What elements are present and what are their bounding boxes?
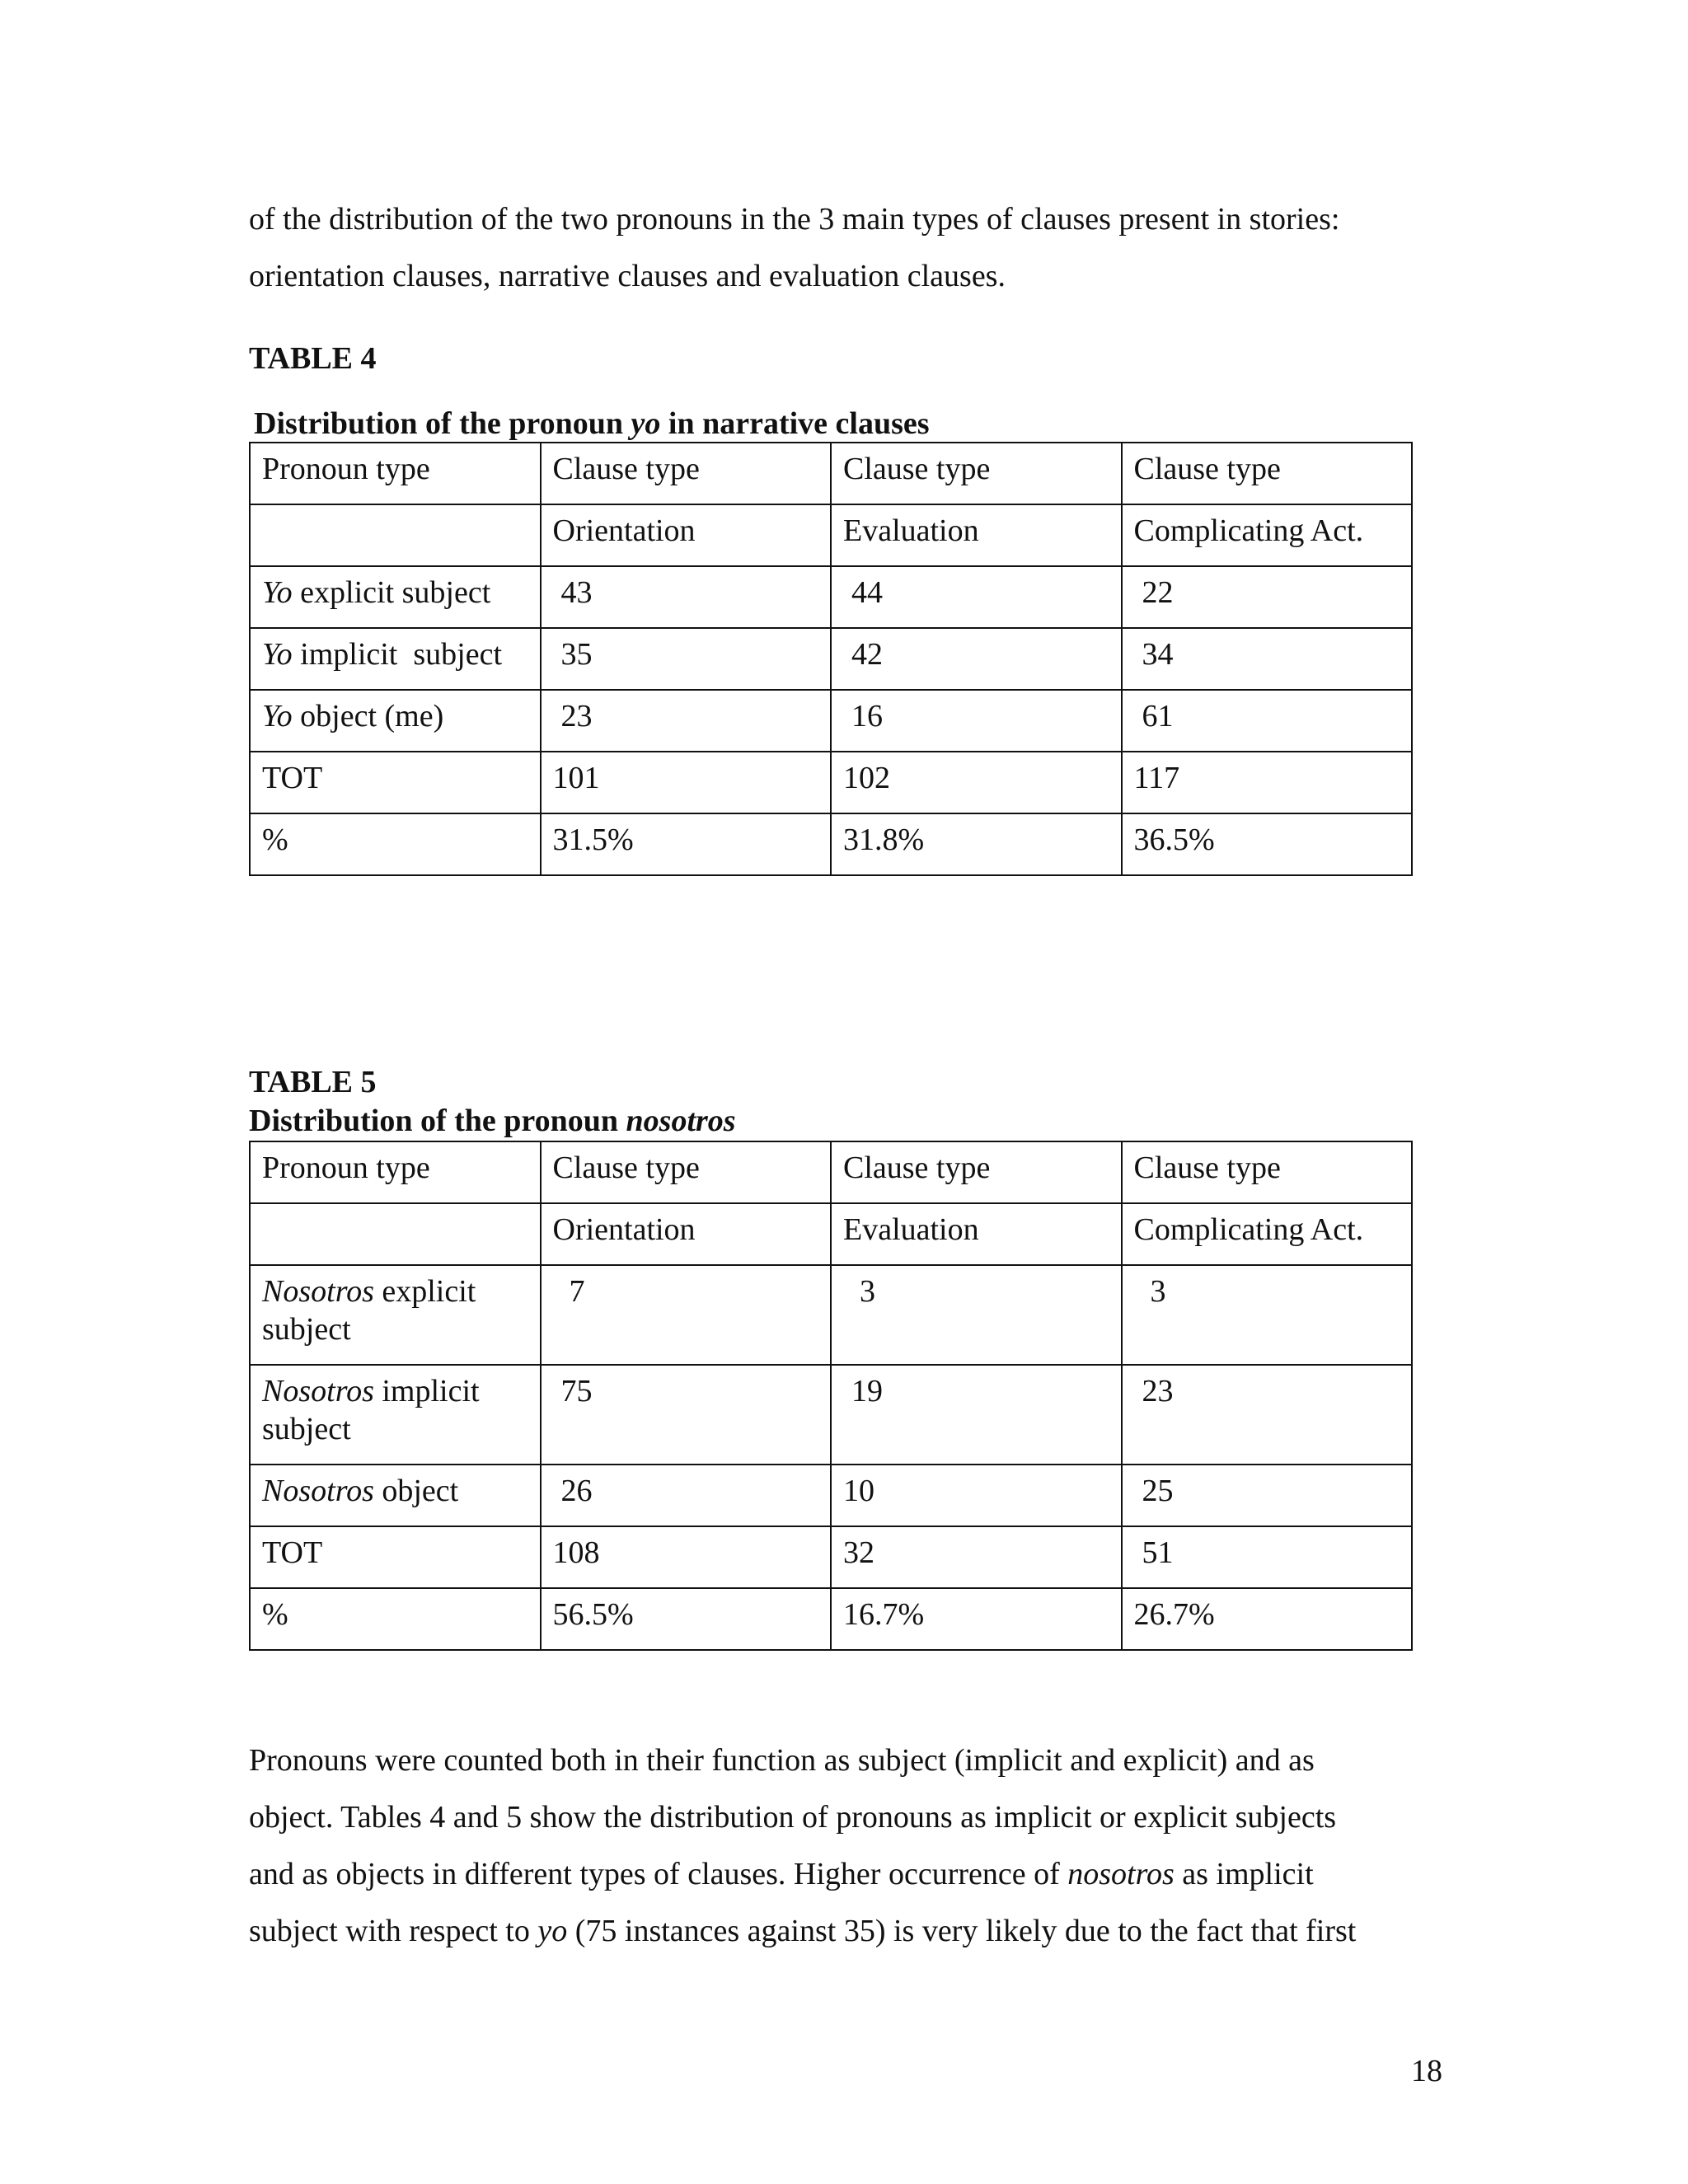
row-label-rest: explicit subject	[292, 575, 491, 610]
table4-header-cell: Clause type	[831, 443, 1122, 504]
table-cell: 42	[831, 628, 1122, 690]
closing-line-4	[249, 1903, 1444, 1960]
table-cell: 32	[831, 1526, 1122, 1588]
table-cell: 25	[1122, 1465, 1413, 1526]
page-number: 18	[1411, 2054, 1442, 2088]
table5-header-cell: Pronoun type	[250, 1141, 541, 1203]
table5-total-row	[250, 1526, 1412, 1588]
table-cell: 61	[1122, 690, 1413, 752]
table-row	[250, 1365, 1412, 1465]
table5	[249, 1141, 1413, 1651]
table5-subheader-cell: Complicating Act.	[1122, 1203, 1413, 1265]
table-cell: 22	[1122, 566, 1413, 628]
table4-subheader-cell: Evaluation	[831, 504, 1122, 566]
table4-percent-row	[250, 813, 1412, 875]
table4-header-cell: Clause type	[541, 443, 832, 504]
row-label-rest: implicit	[373, 1374, 480, 1408]
row-label: %	[250, 1588, 541, 1650]
table-row	[250, 1465, 1412, 1526]
row-label-line2: subject	[262, 1312, 351, 1347]
closing-line-2: object. Tables 4 and 5 show the distribution of pronouns as implicit or explicit subjects	[249, 1800, 1337, 1835]
table-cell: 108	[541, 1526, 832, 1588]
row-label	[250, 566, 541, 628]
closing-line-4-post: (75 instances against 35) is very likely due to the fact that first	[567, 1914, 1357, 1948]
table-cell: 44	[831, 566, 1122, 628]
row-label-rest: implicit subject	[292, 637, 503, 672]
closing-line-3-pre: and as objects in different types of clauses. Higher occurrence of	[249, 1857, 1068, 1891]
table4-total-row	[250, 752, 1412, 813]
row-label	[250, 690, 541, 752]
table4	[249, 442, 1413, 876]
row-label	[250, 1465, 541, 1526]
table-cell: 10	[831, 1465, 1122, 1526]
row-label-rest: explicit	[373, 1274, 476, 1309]
intro-paragraph	[249, 191, 1444, 305]
closing-line-3	[249, 1846, 1444, 1903]
table-cell: 75	[541, 1365, 832, 1465]
table-cell: 34	[1122, 628, 1413, 690]
table-cell: 101	[541, 752, 832, 813]
table5-header-cell: Clause type	[831, 1141, 1122, 1203]
row-label	[250, 1265, 541, 1365]
table-cell: 56.5%	[541, 1588, 832, 1650]
row-label-pronoun: Yo	[262, 699, 293, 733]
table5-header-row	[250, 1141, 1412, 1203]
table-cell: 31.8%	[831, 813, 1122, 875]
table5-caption	[249, 1101, 736, 1141]
row-label-pronoun: Nosotros	[262, 1374, 374, 1408]
table4-caption-pronoun: yo	[631, 406, 661, 441]
intro-line-1: of the distribution of the two pronouns in the 3 main types of clauses present in stories:	[249, 202, 1340, 237]
table4-subheader-row	[250, 504, 1412, 566]
table-row	[250, 1265, 1412, 1365]
closing-line-4-pre: subject with respect to	[249, 1914, 538, 1948]
table-cell: 31.5%	[541, 813, 832, 875]
table4-caption	[254, 404, 930, 443]
row-label: %	[250, 813, 541, 875]
table4-header-cell: Clause type	[1122, 443, 1413, 504]
row-label-rest: object	[373, 1474, 459, 1508]
row-label: TOT	[250, 752, 541, 813]
row-label	[250, 1365, 541, 1465]
table4-caption-post: in narrative clauses	[660, 406, 930, 441]
row-label-rest: object (me)	[292, 699, 444, 733]
table5-caption-pre: Distribution of the pronoun	[249, 1104, 626, 1138]
table5-subheader-cell	[250, 1203, 541, 1265]
table-cell: 19	[831, 1365, 1122, 1465]
table-cell: 102	[831, 752, 1122, 813]
table5-caption-pronoun: nosotros	[626, 1104, 736, 1138]
table-cell: 35	[541, 628, 832, 690]
row-label	[250, 628, 541, 690]
table4-header-row	[250, 443, 1412, 504]
table-cell: 43	[541, 566, 832, 628]
table-cell: 23	[1122, 1365, 1413, 1465]
table-cell: 16.7%	[831, 1588, 1122, 1650]
row-label-pronoun: Nosotros	[262, 1274, 374, 1309]
table-cell: 26.7%	[1122, 1588, 1413, 1650]
closing-paragraph	[249, 1732, 1444, 1960]
table-cell: 51	[1122, 1526, 1413, 1588]
table5-subheader-row	[250, 1203, 1412, 1265]
table4-caption-pre: Distribution of the pronoun	[254, 406, 631, 441]
table-cell: 26	[541, 1465, 832, 1526]
closing-line-3-em: nosotros	[1067, 1857, 1175, 1891]
table-row	[250, 628, 1412, 690]
table-cell: 3	[831, 1265, 1122, 1365]
table-cell: 36.5%	[1122, 813, 1413, 875]
row-label: TOT	[250, 1526, 541, 1588]
table-cell: 7	[541, 1265, 832, 1365]
table4-label: TABLE 4	[249, 341, 377, 376]
row-label-line2: subject	[262, 1412, 351, 1446]
table4-header-cell: Pronoun type	[250, 443, 541, 504]
table5-percent-row	[250, 1588, 1412, 1650]
table-cell: 3	[1122, 1265, 1413, 1365]
table5-subheader-cell: Evaluation	[831, 1203, 1122, 1265]
closing-line-3-post: as implicit	[1174, 1857, 1314, 1891]
table-cell: 117	[1122, 752, 1413, 813]
closing-line-4-em: yo	[537, 1914, 568, 1948]
table5-header-cell: Clause type	[1122, 1141, 1413, 1203]
table5-subheader-cell: Orientation	[541, 1203, 832, 1265]
table-cell: 23	[541, 690, 832, 752]
table4-subheader-cell: Complicating Act.	[1122, 504, 1413, 566]
row-label-pronoun: Yo	[262, 637, 293, 672]
table5-label: TABLE 5	[249, 1065, 377, 1099]
table5-header-cell: Clause type	[541, 1141, 832, 1203]
table4-subheader-cell	[250, 504, 541, 566]
intro-line-2: orientation clauses, narrative clauses and evaluation clauses.	[249, 259, 1006, 293]
table4-subheader-cell: Orientation	[541, 504, 832, 566]
row-label-pronoun: Yo	[262, 575, 293, 610]
table-row	[250, 690, 1412, 752]
closing-line-1: Pronouns were counted both in their function as subject (implicit and explicit) and as	[249, 1743, 1315, 1778]
table-cell: 16	[831, 690, 1122, 752]
row-label-pronoun: Nosotros	[262, 1474, 374, 1508]
table-row	[250, 566, 1412, 628]
